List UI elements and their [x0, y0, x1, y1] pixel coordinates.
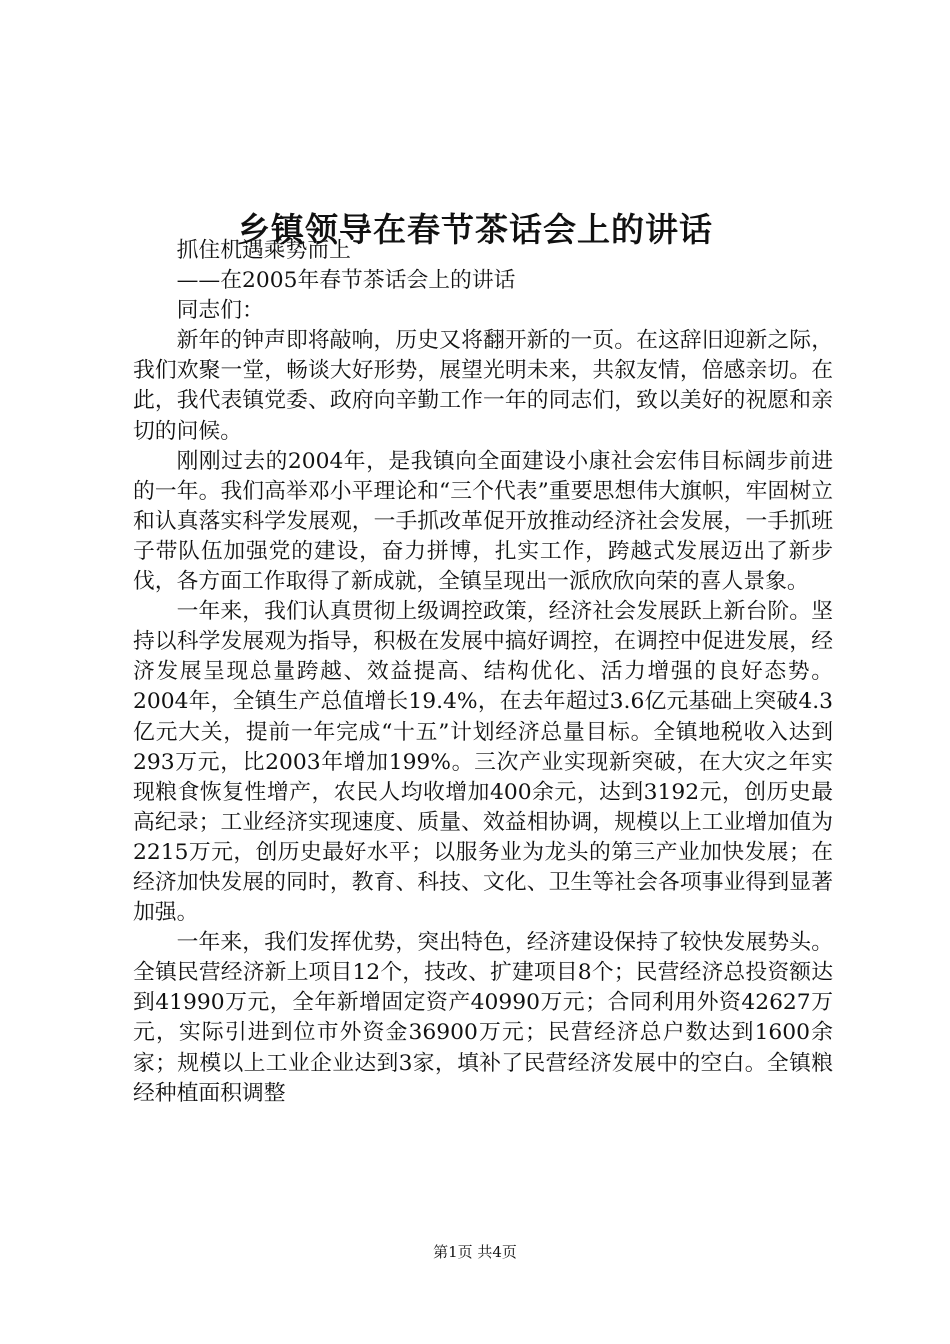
salutation: 同志们：: [176, 298, 264, 324]
paragraph-review: 刚刚过去的2004年，是我镇向全面建设小康社会宏伟目标阔步前进的一年。我们高举邓小平理论和“三个代表”重要思想伟大旗帜，牢固树立和认真落实科学发展观，一手抓改革促开放推动经济社会发展，一手抓班子带队伍加强党的建设，奋力拼博，扎实工作，跨越式发展迈出了新步伐，各方面工作取得了新成就，全镇呈现出一派欣欣向荣的喜人景象。: [133, 448, 833, 595]
paragraph-private-economy: 一年来，我们发挥优势，突出特色，经济建设保持了较快发展势头。全镇民营经济新上项目12个，技改、扩建项目8个；民营经济总投资额达到41990万元，全年新增固定资产40990万元；合同利用外资42627万元，实际引进到位市外资金36900万元；民营经济总户数达到1600余家；规模以上工业企业达到3家，填补了民营经济发展中的空白。全镇粮经种植面积调整: [133, 930, 833, 1106]
subtitle-line: 抓住机遇乘势而上: [176, 238, 351, 263]
document-body: [133, 236, 833, 1109]
paragraph-greeting: 新年的钟声即将敲响，历史又将翻开新的一页。在这辞旧迎新之际，我们欢聚一堂，畅谈大好形势，展望光明未来，共叙友情，倍感亲切。在此，我代表镇党委、政府向辛勤工作一年的同志们，致以美好的祝愿和亲切的问候。: [133, 328, 833, 444]
document-title: 乡镇领导在春节茶话会上的讲话: [237, 210, 713, 250]
occasion-line: ——在2005年春节茶话会上的讲话: [176, 268, 516, 294]
page-number: 第1页 共4页: [433, 1243, 517, 1261]
paragraph-economy: 一年来，我们认真贯彻上级调控政策，经济社会发展跃上新台阶。坚持以科学发展观为指导，积极在发展中搞好调控，在调控中促进发展，经济发展呈现总量跨越、效益提高、结构优化、活力增强的良好态势。2004年，全镇生产总值增长19.4%，在去年超过3.6亿元基础上突破4.3亿元大关，提前一年完成“十五”计划经济总量目标。全镇地税收入达到293万元，比2003年增加199%。三次产业实现新突破，在大灾之年实现粮食恢复性增产，农民人均收增加400余元，达到3192元，创历史最高纪录；工业经济实现速度、质量、效益相协调，规模以上工业增加值为2215万元，创历史最好水平；以服务业为龙头的第三产业加快发展；在经济加快发展的同时，教育、科技、文化、卫生等社会各项事业得到显著加强。: [133, 599, 833, 926]
